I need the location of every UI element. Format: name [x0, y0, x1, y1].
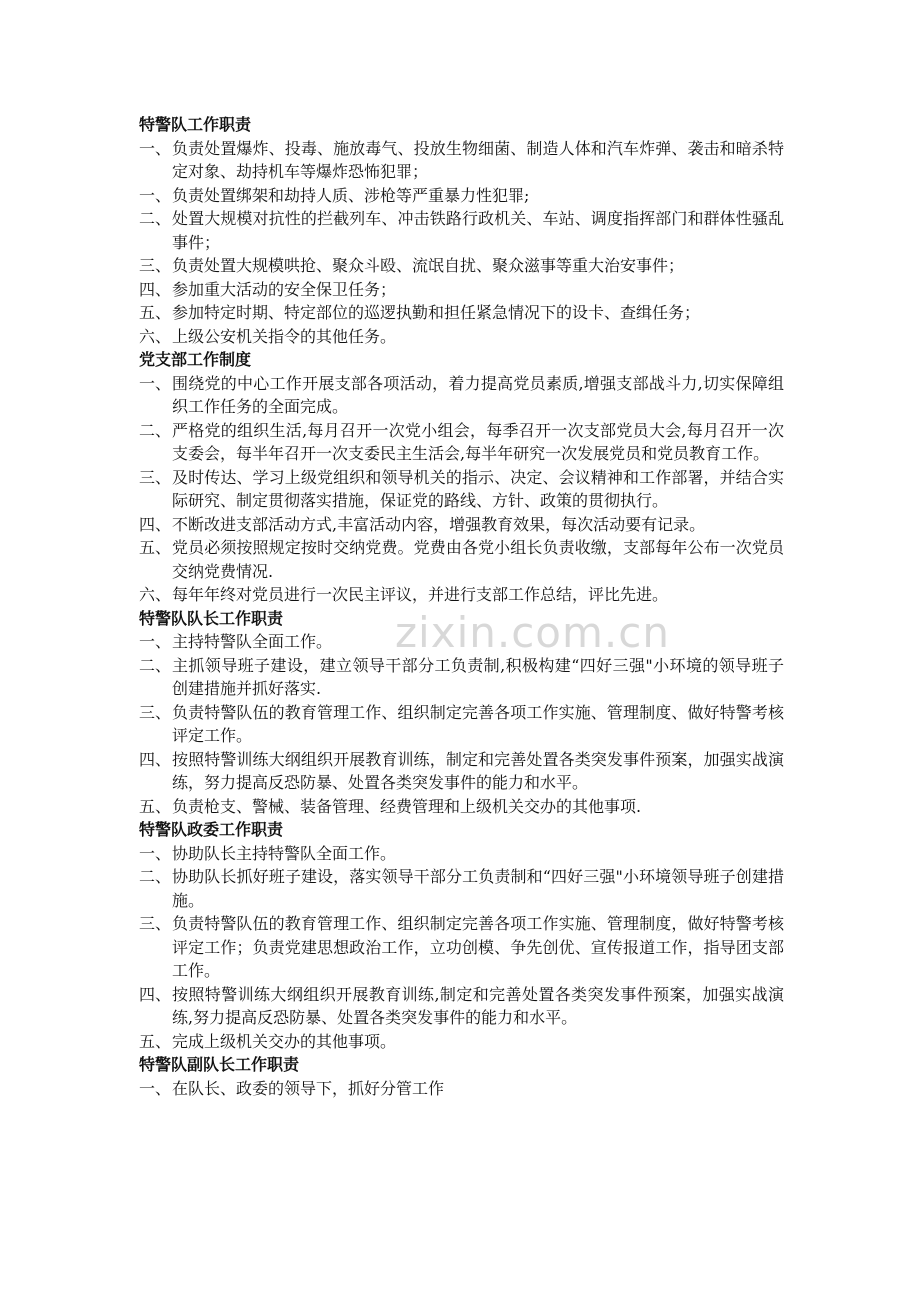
item-number: 四、 [139, 984, 172, 1004]
item-number: 四、 [139, 279, 172, 299]
item-text: 负责处置绑架和劫持人质、涉枪等严重暴力性犯罪; [172, 185, 530, 205]
item-text: 不断改进支部活动方式,丰富活动内容，增强教育效果，每次活动要有记录。 [172, 514, 706, 534]
list-item [139, 419, 784, 466]
item-number: 六、 [139, 326, 172, 346]
section-commissar-duties [139, 818, 784, 1053]
item-text: 负责枪支、警械、装备管理、经费管理和上级机关交办的其他事项. [172, 796, 642, 816]
item-text: 处置大规模对抗性的拦截列车、冲击铁路行政机关、车站、调度指挥部门和群体性骚乱事件； [172, 209, 784, 252]
section-captain-duties [139, 607, 784, 819]
item-number: 四、 [139, 749, 172, 769]
item-number: 二、 [139, 867, 172, 886]
list-item [139, 513, 784, 537]
item-number: 一、 [139, 373, 172, 393]
list-item [139, 536, 784, 583]
item-text: 每年年终对党员进行一次民主评议，并进行支部工作总结，评比先进。 [172, 585, 669, 604]
section-title: 特警队政委工作职责 [139, 820, 284, 839]
item-number: 一、 [139, 185, 172, 205]
section-party-branch-rules [139, 348, 784, 607]
item-text: 党员必须按照规定按时交纳党费。党费由各党小组长负责收缴，支部每年公布一次党员交纳党费情况. [172, 538, 784, 581]
item-number: 四、 [139, 514, 172, 534]
item-number: 五、 [139, 1031, 172, 1051]
item-text: 主抓领导班子建设，建立领导干部分工负责制,积极构建“四好三强"小环境的领导班子创建措施并抓好落实. [172, 655, 784, 698]
item-number: 三、 [139, 914, 172, 933]
section-deputy-captain-duties [139, 1053, 784, 1100]
list-item [139, 207, 784, 254]
item-text: 完成上级机关交办的其他事项。 [172, 1031, 397, 1051]
item-number: 三、 [139, 467, 172, 487]
list-item [139, 865, 784, 912]
section-title: 党支部工作制度 [139, 350, 252, 369]
section-title: 特警队副队长工作职责 [139, 1055, 300, 1074]
item-text: 在队长、政委的领导下，抓好分管工作 [172, 1078, 445, 1098]
item-text: 上级公安机关指令的其他任务。 [172, 326, 397, 346]
item-number: 一、 [139, 632, 172, 651]
item-number: 二、 [139, 655, 172, 675]
list-item [139, 278, 784, 302]
item-number: 六、 [139, 585, 172, 604]
item-text: 负责特警队伍的教育管理工作、组织制定完善各项工作实施、管理制度，做好特警考核评定工作；负责党建思想政治工作，立功创模、争先创优、宣传报道工作，指导团支部工作。 [172, 914, 784, 980]
item-number: 二、 [139, 420, 172, 440]
watermark: zixin.com.cn [395, 608, 670, 657]
item-number: 一、 [139, 138, 172, 158]
item-number: 一、 [139, 1078, 172, 1098]
list-item [139, 325, 784, 349]
item-text: 主持特警队全面工作。 [172, 632, 333, 651]
item-text: 参加特定时期、特定部位的巡逻执勤和担任紧急情况下的设卡、查缉任务； [172, 303, 701, 322]
list-item [139, 630, 784, 654]
list-item [139, 912, 784, 983]
item-number: 三、 [139, 702, 172, 722]
item-number: 三、 [139, 256, 172, 275]
list-item [139, 654, 784, 701]
item-text: 负责处置大规模哄抢、聚众斗殴、流氓自扰、聚众滋事等重大治安事件； [172, 256, 685, 275]
item-text: 严格党的组织生活,每月召开一次党小组会，每季召开一次支部党员大会,每月召开一次支委会，每半年召开一次支委民主生活会,每半年研究一次发展党员和党员教育工作。 [172, 420, 784, 463]
item-text: 协助队长抓好班子建设，落实领导干部分工负责制和“四好三强"小环境领导班子创建措施。 [172, 867, 784, 910]
item-text: 按照特警训练大纲组织开展教育训练,制定和完善处置各类突发事件预案，加强实战演练,努力提高反恐防暴、处置各类突发事件的能力和水平。 [172, 984, 784, 1027]
item-text: 按照特警训练大纲组织开展教育训练，制定和完善处置各类突发事件预案，加强实战演练，努力提高反恐防暴、处置各类突发事件的能力和水平。 [172, 749, 784, 792]
list-item [139, 1077, 784, 1101]
list-item [139, 466, 784, 513]
list-item [139, 1030, 784, 1054]
item-text: 围绕党的中心工作开展支部各项活动，着力提高党员素质,增强支部战斗力,切实保障组织工作任务的全面完成。 [172, 373, 784, 416]
section-title: 特警队队长工作职责 [139, 608, 284, 628]
list-item [139, 701, 784, 748]
item-number: 五、 [139, 796, 172, 816]
list-item [139, 254, 784, 278]
list-item [139, 583, 784, 607]
list-item [139, 184, 784, 208]
item-number: 五、 [139, 303, 172, 322]
list-item [139, 795, 784, 819]
item-number: 五、 [139, 538, 172, 557]
document-page [139, 113, 784, 1100]
list-item [139, 372, 784, 419]
item-text: 负责处置爆炸、投毒、施放毒气、投放生物细菌、制造人体和汽车炸弹、袭击和暗杀特定对象、劫持机车等爆炸恐怖犯罪； [172, 138, 784, 181]
section-duties-swat [139, 113, 784, 348]
list-item [139, 748, 784, 795]
section-title: 特警队工作职责 [139, 115, 252, 134]
item-number: 一、 [139, 843, 172, 863]
list-item [139, 983, 784, 1030]
list-item [139, 842, 784, 866]
item-text: 及时传达、学习上级党组织和领导机关的指示、决定、会议精神和工作部署，并结合实际研究、制定贯彻落实措施，保证党的路线、方针、政策的贯彻执行。 [172, 467, 784, 510]
item-number: 二、 [139, 209, 172, 228]
item-text: 协助队长主持特警队全面工作。 [172, 843, 397, 863]
list-item [139, 137, 784, 184]
list-item [139, 301, 784, 325]
item-text: 负责特警队伍的教育管理工作、组织制定完善各项工作实施、管理制度、做好特警考核评定工作。 [172, 702, 784, 745]
item-text: 参加重大活动的安全保卫任务； [172, 279, 397, 299]
